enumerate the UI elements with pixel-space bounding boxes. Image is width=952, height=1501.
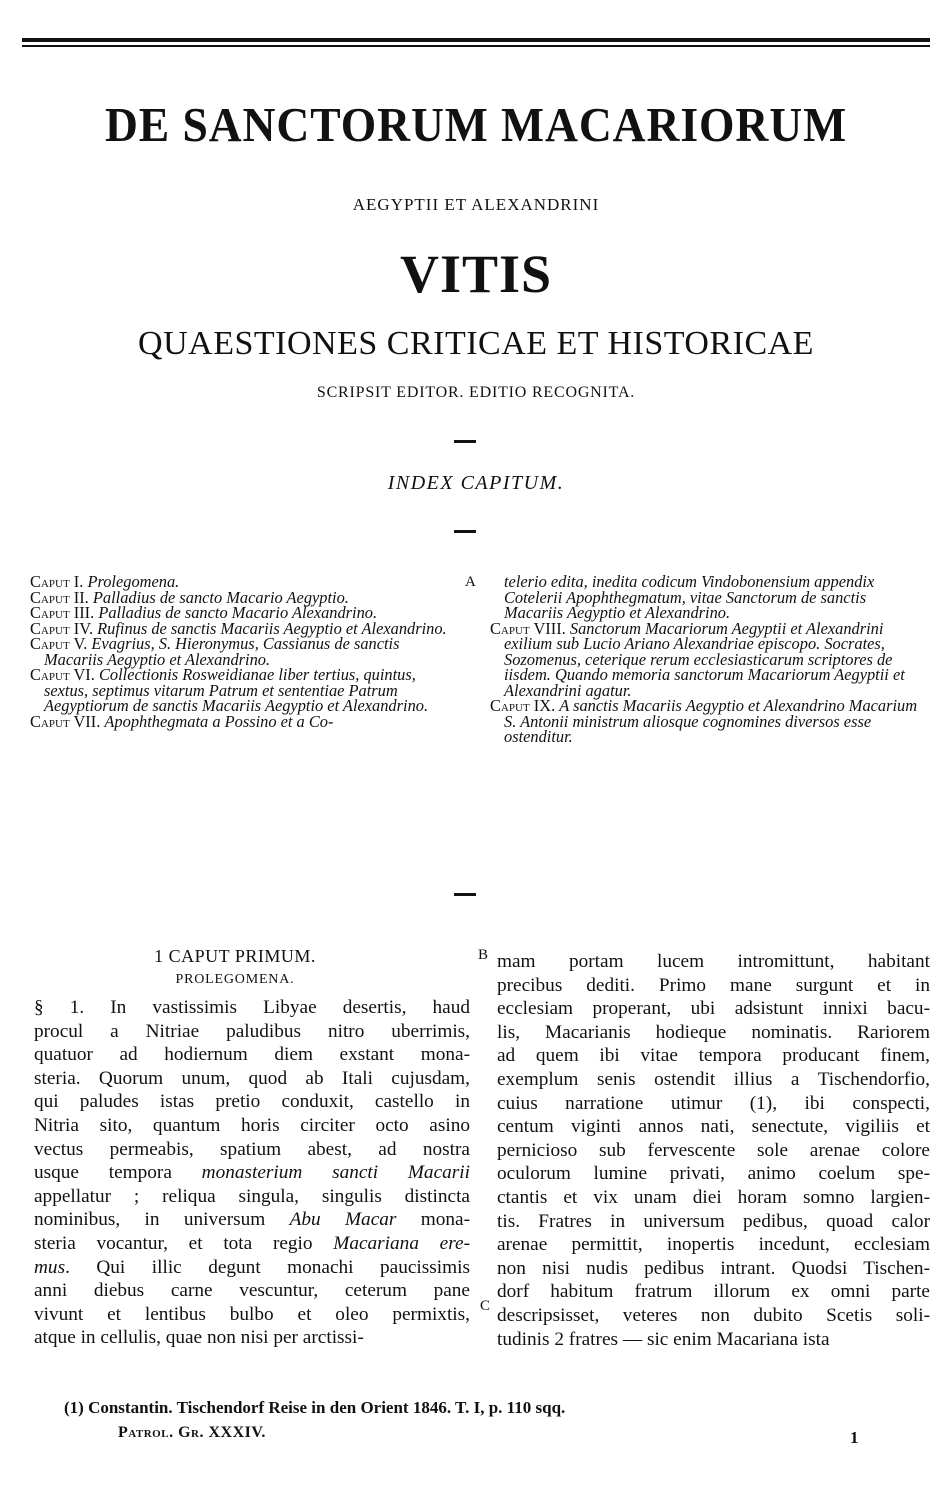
top-rule-thick — [22, 38, 930, 42]
index-right-column — [490, 574, 920, 745]
italic-phrase: monasterium sancti Macarii — [201, 1162, 470, 1184]
caput-title: Palladius de sancto Macario Alexandrino. — [98, 603, 378, 622]
text-line: dorf habitum fratrum illorum ex omni parte — [497, 1281, 930, 1303]
scripsit-line: SCRIPSIT EDITOR. EDITIO RECOGNITA. — [316, 384, 636, 401]
vitis-heading: VITIS — [399, 244, 553, 304]
top-rule-thin — [22, 45, 930, 47]
caput-primum-heading: 1 CAPUT PRIMUM. — [154, 946, 316, 966]
italic-phrase: Macariana ere- — [333, 1232, 471, 1254]
text-line: vectus permeabis, spatium abest, ad nostra — [34, 1138, 470, 1160]
page-number: 1 — [850, 1428, 859, 1447]
text-line: precibus dediti. Primo mane surgunt et in — [497, 974, 930, 996]
text-line: arenae permittit, inopertis incedunt, ecclesiam — [497, 1234, 930, 1256]
quaestiones-heading: QUAESTIONES CRITICAE ET HISTORICAE — [138, 325, 814, 362]
caput-number: II. — [69, 587, 93, 607]
caput-label: Caput — [30, 603, 70, 622]
caput-number: I. — [69, 572, 88, 591]
margin-letter-b: B — [478, 947, 489, 963]
margin-letter-c: C — [480, 1298, 491, 1314]
caput-title: Apophthegmata a Possino et a Co- — [104, 711, 334, 731]
text-line: tis. Fratres in universum pedibus, quoad calor — [497, 1210, 930, 1232]
text-line: mam portam lucem intromittunt, habitant — [497, 951, 930, 972]
text-line: atque in cellulis, quae non nisi per arctissi- — [34, 1327, 364, 1349]
body-right-column — [497, 950, 930, 1351]
caput-label: Caput — [30, 587, 70, 607]
text-line: qui paludes istas pretio conduxit, castello in — [34, 1091, 470, 1113]
text-line: tudinis 2 fratres — sic enim Macariana ista — [497, 1328, 830, 1350]
caput-number: IV. — [69, 618, 98, 638]
text-line: § 1. In vastissimis Libyae desertis, haud — [34, 997, 470, 1018]
text-line: oculorum lumine privati, animo coelum spe- — [497, 1163, 930, 1185]
index-heading: INDEX CAPITUM. — [387, 472, 565, 494]
text-line: steria vocantur, et tota regio Macariana ere- — [34, 1232, 471, 1254]
index-left-column — [30, 574, 460, 729]
text-line: Nitria sito, quantum horis circiter octo asino — [34, 1114, 470, 1136]
separator-dash — [454, 440, 476, 443]
separator-dash — [454, 530, 476, 533]
text-line: non nisi nudis pedibus intrant. Quodsi Tischen- — [497, 1257, 930, 1279]
caput-label: Caput — [30, 572, 70, 591]
patrologia-signature: Patrol. Gr. XXXIV. — [118, 1424, 266, 1441]
caput-label: Caput — [490, 618, 530, 638]
caput-title: Palladius de sancto Macario Aegyptio. — [92, 587, 349, 607]
text-line: descripsisset, veteres non dubito Scetis soli- — [497, 1304, 930, 1326]
caput-number: VIII. — [529, 618, 570, 638]
text-line: mus. Qui illic degunt monachi paucissimis — [34, 1256, 470, 1278]
text-line: anni diebus carne vescuntur, ceterum pane — [34, 1280, 470, 1302]
text-line: appellatur ; reliqua singula, singulis distincta — [34, 1185, 470, 1207]
index-entry — [30, 667, 460, 714]
margin-letter-a: A — [465, 574, 476, 590]
index-entry — [490, 698, 920, 745]
index-entry — [30, 711, 460, 731]
text-line: lis, Macarianis hodieque nominatis. Rariorem — [497, 1021, 930, 1043]
caput-label: Caput — [30, 665, 70, 684]
caput-label: Caput — [30, 634, 70, 653]
text-line: centum viginti annos nati, senectute, vigiliis et — [497, 1116, 930, 1138]
separator-dash — [454, 893, 476, 896]
text-line: pernicioso sub fervescente sole arenae colore — [497, 1139, 930, 1161]
caput-title: Sanctorum Macariorum Aegyptii et Alexandrini exilium sub Lucio Ariano Alexandriae episcopo. Socrates, Sozomenus, ceterique rerum ecclesiasticarum scriptores de iisdem. Quando memoria sanctorum Macariorum Aegyptii et Alexandrini agatur. — [504, 618, 905, 700]
prolegomena-subheading: PROLEGOMENA. — [175, 972, 295, 987]
text-line: ctantis et vix unam diei horam somno largien- — [497, 1186, 930, 1208]
text-line: quatuor ad hodiernum diem exstant mona- — [34, 1044, 470, 1066]
italic-phrase: mus — [34, 1256, 66, 1278]
caput-number: VI. — [69, 665, 99, 684]
main-title: DE SANCTORUM MACARIORUM — [104, 97, 848, 152]
caput-title: Rufinus de sanctis Macariis Aegyptio et Alexandrino. — [97, 618, 447, 638]
index-entry — [490, 618, 920, 700]
caput-number: IX. — [529, 696, 560, 715]
caput-title: Prolegomena. — [87, 572, 180, 591]
text-line: cuius narratione utimur (1), ibi conspecti, — [497, 1092, 930, 1114]
caput-title: Evagrius, S. Hieronymus, Cassianus de sanctis Macariis Aegyptio et Alexandrino. — [44, 634, 400, 669]
caput-number: III. — [69, 603, 99, 622]
text-line: nominibus, in universum Abu Macar mona- — [34, 1209, 470, 1231]
caput-label: Caput — [490, 696, 530, 715]
subtitle: AEGYPTII ET ALEXANDRINI — [352, 195, 600, 214]
text-line: ecclesiam properant, ubi adsistunt innixi bacu- — [497, 998, 930, 1020]
text-line: steria. Quorum unum, quod ab Itali cujusdam, — [34, 1067, 470, 1089]
italic-phrase: Abu Macar — [289, 1209, 397, 1231]
caput-number: V. — [69, 634, 92, 653]
caput-number: VII. — [69, 711, 105, 731]
text-line: vivunt et lentibus bulbo et oleo permixtis, — [34, 1303, 470, 1325]
caput-label: Caput — [30, 618, 70, 638]
caput-title: Collectionis Rosweidianae liber tertius, quintus, sextus, septimus vitarum Patrum et sententiae Patrum Aegyptiorum de sanctis Macariis Aegyptio et Alexandrino. — [44, 665, 429, 715]
text-line: usque tempora monasterium sancti Macarii — [34, 1162, 470, 1184]
body-left-column — [34, 996, 470, 1350]
text-line: procul a Nitriae paludibus nitro uberrimis, — [34, 1020, 470, 1042]
text-line: ad quem ibi vitae tempora producant finem, — [497, 1045, 930, 1067]
index-entry — [30, 636, 460, 667]
caput-label: Caput — [30, 711, 70, 731]
text-line: exemplum senis ostendit illius a Tischendorfio, — [497, 1068, 930, 1090]
caput-title: A sanctis Macariis Aegyptio et Alexandrino Macarium S. Antonii ministrum aliosque cognomines diversos esse ostenditur. — [504, 696, 918, 746]
footnote: (1) Constantin. Tischendorf Reise in den Orient 1846. T. I, p. 110 sqq. — [64, 1398, 566, 1417]
index-continuation: telerio edita, inedita codicum Vindobonensium appendix Cotelerii Apophthegmatum, vitae Sanctorum de sanctis Macariis Aegyptio et Alexandrino. — [504, 572, 875, 622]
